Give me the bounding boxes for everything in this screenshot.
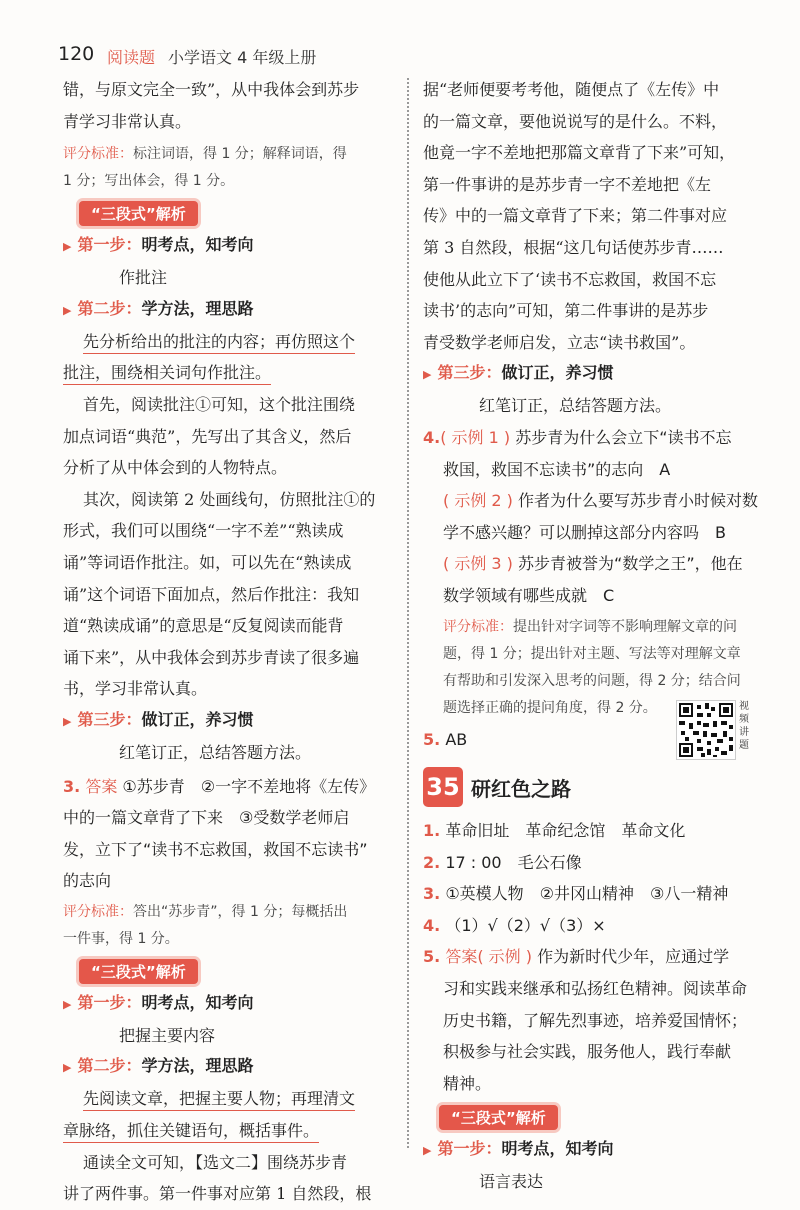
- text-line: 道“熟读成诵”的意思是“反复阅读而能背: [63, 616, 344, 636]
- answer-text: 救国，救国不忘读书”的志向 A: [443, 459, 671, 479]
- scoring-text: 有帮助和引发深入思考的问题，得 2 分；结合问: [443, 672, 741, 689]
- question-number: 5.: [423, 947, 441, 967]
- text-line: 第一件事讲的是苏步青一字不差地把《左: [423, 174, 712, 194]
- answer-label: 答案: [85, 776, 118, 796]
- answer-text: 中的一篇文章背了下来 ③受数学老师启: [63, 808, 350, 828]
- qr-code-icon[interactable]: [676, 700, 736, 760]
- answer-text: 积极参与社会实践，服务他人，践行奉献: [443, 1042, 732, 1062]
- step-content: 红笔订正，总结答题方法。: [479, 396, 672, 416]
- step-title: 明考点，知考向: [141, 992, 254, 1012]
- step-label: 第三步：: [437, 363, 502, 383]
- text-line: 第 3 自然段，根据“这几句话使苏步青……: [423, 237, 724, 257]
- text-line: 错，与原文完全一致”，从中我体会到苏步: [63, 80, 360, 99]
- text-line: 书，学习非常认真。: [63, 679, 208, 699]
- answer-text: 历史书籍，了解先烈事迹，培养爱国情怀；: [443, 1010, 748, 1030]
- step-label: 第二步：: [77, 1056, 142, 1076]
- right-column: [423, 74, 763, 1198]
- step-label: 第二步：: [77, 298, 142, 318]
- text-line: 通读全文可知，【选文二】围绕苏步青: [83, 1152, 348, 1172]
- answer-line: [423, 485, 763, 517]
- scoring-text: 答出“苏步青”，得 1 分；每概括出: [133, 903, 348, 920]
- analysis-badge: “三段式”解析: [79, 201, 198, 226]
- answer-line: [423, 847, 763, 879]
- text-line: 他竟一字不差地把那篇文章背了下来”可知，: [423, 143, 736, 163]
- step-content: 把握主要内容: [119, 1025, 216, 1045]
- text-line: 青学习非常认真。: [63, 111, 192, 131]
- qr-label: 视频讲题: [739, 701, 749, 751]
- answer-text: 学不感兴趣？可以删掉这部分内容吗 B: [443, 522, 726, 542]
- step-heading: [63, 230, 398, 262]
- step-label: 第一步：: [437, 1139, 502, 1159]
- text-line: 讲了两件事。第一件事对应第 1 自然段，根: [63, 1184, 372, 1204]
- text-line: 形式，我们可以围绕“一字不差”“熟读成: [63, 521, 344, 541]
- page-number: 120: [58, 43, 95, 65]
- scoring-label: 评分标准：: [63, 146, 133, 163]
- answer-text: 精神。: [443, 1073, 492, 1093]
- step-title: 明考点，知考向: [501, 1139, 614, 1159]
- text-line: 的一篇文章，要他说说写的是什么。不料，: [423, 111, 728, 131]
- step-label: 第一步：: [77, 235, 142, 255]
- answer-text: 苏步青为什么会立下“读书不忘: [515, 427, 732, 447]
- example-label: ( 示例 ): [477, 947, 532, 967]
- answer-line: [423, 941, 763, 973]
- scoring-standard: [423, 614, 763, 641]
- triangle-icon: ▶: [423, 368, 432, 382]
- text-line: 使他从此立下了‘读书不忘救国，救国不忘: [423, 269, 717, 289]
- question-number: 3.: [63, 776, 81, 796]
- scoring-label: 评分标准：: [63, 903, 133, 920]
- step-heading: [423, 358, 763, 390]
- triangle-icon: ▶: [63, 997, 72, 1011]
- step-heading: [423, 1134, 763, 1166]
- example-label: ( 示例 3 ): [443, 554, 513, 574]
- scoring-label: 评分标准：: [443, 618, 513, 635]
- question-number: 4.: [423, 915, 441, 935]
- unit-header: [423, 767, 763, 815]
- scoring-text: 提出针对字词等不影响理解文章的问: [513, 618, 737, 635]
- scoring-standard: [63, 141, 398, 168]
- answer-text: 作为新时代少年，应通过学: [537, 947, 730, 967]
- underlined-text: 批注，围绕相关词句作批注。: [63, 357, 398, 389]
- text-line: 青受数学老师启发，立志“读书救国”。: [423, 332, 696, 352]
- answer-text: 习和实践来继承和弘扬红色精神。阅读革命: [443, 979, 748, 999]
- underlined-text: 先阅读文章，把握主要人物；再理清文: [63, 1083, 398, 1115]
- answer-text: ①苏步青 ②一字不差地将《左传》: [122, 776, 376, 796]
- answer-line: [423, 548, 763, 580]
- answer-text: 革命旧址 革命纪念馆 革命文化: [445, 821, 686, 841]
- text-line: 分析了从中体会到的人物特点。: [63, 458, 288, 478]
- analysis-badge: “三段式”解析: [79, 959, 198, 984]
- step-content: 语言表达: [479, 1172, 544, 1192]
- answer-line: [423, 878, 763, 910]
- answer-text: 的志向: [63, 871, 112, 891]
- step-title: 做订正，养习惯: [501, 363, 614, 383]
- answer-text: （1）√（2）√（3）×: [445, 915, 606, 935]
- column-divider: [407, 78, 409, 1148]
- text-line: 传》中的一篇文章背了下来；第二件事对应: [423, 206, 728, 226]
- triangle-icon: ▶: [63, 240, 72, 254]
- step-heading: [63, 294, 398, 326]
- answer-line: [423, 422, 763, 454]
- underlined-text: 章脉络，抓住关键语句，概括事件。: [63, 1115, 398, 1147]
- answer-text: ①英模人物 ②井冈山精神 ③八一精神: [445, 884, 729, 904]
- triangle-icon: ▶: [423, 1144, 432, 1158]
- answer-label: 答案: [445, 947, 478, 967]
- answer-line: [63, 771, 398, 803]
- text-line: 读书’的志向”可知，第二件事讲的是苏步: [423, 301, 709, 321]
- step-title: 做订正，养习惯: [141, 709, 254, 729]
- unit-title: 研红色之路: [471, 776, 571, 801]
- answer-text: 苏步青被誉为“数学之王”，他在: [518, 554, 743, 574]
- section-category: 阅读题: [107, 48, 156, 67]
- step-title: 学方法，理思路: [141, 1056, 254, 1076]
- text-line: 其次，阅读第 2 处画线句，仿照批注①的: [83, 489, 376, 509]
- answer-text: 17 : 00 毛公石像: [445, 852, 582, 872]
- scoring-text: 题，得 1 分；提出针对主题、写法等对理解文章: [443, 645, 741, 662]
- triangle-icon: ▶: [63, 303, 72, 317]
- book-subtitle: 小学语文 4 年级上册: [168, 48, 317, 67]
- question-number: 4.: [423, 427, 441, 447]
- scoring-standard: [63, 899, 398, 926]
- step-content: 红笔订正，总结答题方法。: [119, 742, 312, 762]
- step-label: 第三步：: [77, 709, 142, 729]
- answer-text: 发，立下了“读书不忘救国，救国不忘读书”: [63, 839, 368, 859]
- underlined-text: 先分析给出的批注的内容；再仿照这个: [63, 326, 398, 358]
- example-label: ( 示例 2 ): [443, 491, 513, 511]
- question-number: 5.: [423, 729, 441, 749]
- question-number: 3.: [423, 884, 441, 904]
- scoring-text: 一件事，得 1 分。: [63, 930, 179, 947]
- step-heading: [63, 988, 398, 1020]
- answer-line: [423, 815, 763, 847]
- triangle-icon: ▶: [63, 1061, 72, 1075]
- scoring-text: 1 分；写出体会，得 1 分。: [63, 173, 235, 190]
- example-label: ( 示例 1 ): [440, 427, 511, 447]
- text-line: 诵”等词语作批注。如，可以先在“熟读成: [63, 552, 352, 572]
- question-number: 1.: [423, 821, 441, 841]
- question-number: 2.: [423, 852, 441, 872]
- step-content: 作批注: [119, 268, 168, 288]
- step-title: 学方法，理思路: [141, 298, 254, 318]
- unit-number: 35: [423, 767, 463, 807]
- text-line: 首先，阅读批注①可知，这个批注围绕: [83, 394, 356, 414]
- triangle-icon: ▶: [63, 714, 72, 728]
- text-line: 诵”这个词语下面加点，然后作批注：我知: [63, 584, 360, 604]
- step-heading: [63, 1051, 398, 1083]
- step-label: 第一步：: [77, 992, 142, 1012]
- text-line: 诵下来”，从中我体会到苏步青读了很多遍: [63, 647, 360, 667]
- step-title: 明考点，知考向: [141, 235, 254, 255]
- text-line: 加点词语“典范”，先写出了其含义，然后: [63, 426, 352, 446]
- left-column: [63, 74, 398, 1210]
- scoring-text: 题选择正确的提问角度，得 2 分。: [443, 699, 657, 716]
- answer-text: 数学领域有哪些成就 C: [443, 585, 615, 605]
- answer-text: AB: [445, 729, 468, 749]
- answer-text: 作者为什么要写苏步青小时候对数: [518, 491, 759, 511]
- step-heading: [63, 705, 398, 737]
- scoring-text: 标注词语，得 1 分；解释词语，得: [133, 146, 347, 163]
- analysis-badge: “三段式”解析: [439, 1105, 558, 1130]
- answer-line: [423, 910, 763, 942]
- text-line: 据“老师便要考考他，随便点了《左传》中: [423, 80, 720, 99]
